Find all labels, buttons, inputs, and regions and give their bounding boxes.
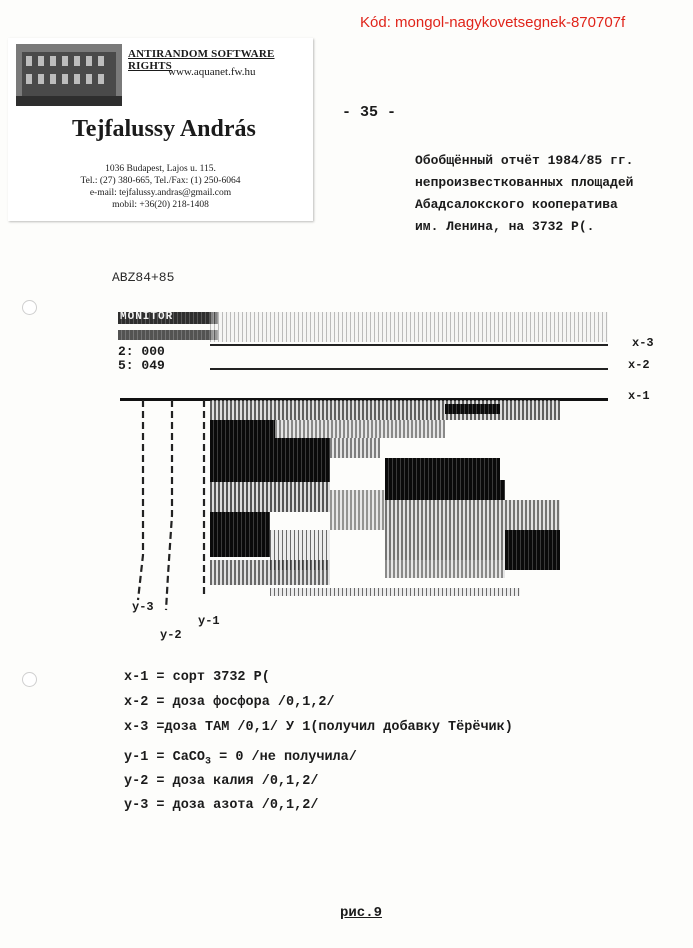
business-card — [8, 38, 313, 221]
building-photo — [16, 44, 122, 106]
plot-block — [210, 400, 560, 420]
card-mobile: mobil: +36(20) 218-1408 — [112, 200, 209, 210]
report-title-line: Абадсалокского кооператива — [415, 197, 618, 212]
card-website: www.aquanet.fw.hu — [168, 66, 256, 78]
x1-axis-label: x-1 — [628, 389, 650, 403]
y2-dashed-line — [166, 400, 172, 610]
y3-axis-label: y-3 — [132, 600, 154, 614]
readout-row-2: 5: 049 — [118, 358, 165, 373]
figure-header-code: ABZ84+85 — [112, 270, 175, 285]
plot-block — [385, 480, 505, 500]
top-shaded-band-fill — [210, 312, 608, 342]
y-axis-dashed-lines — [120, 395, 220, 625]
plot-block — [385, 458, 500, 480]
card-email: e-mail: tejfalussy.andras@gmail.com — [89, 188, 232, 198]
card-person-name: Tejfalussy András — [72, 116, 256, 142]
legend-y2: y-2 = доза калия /0,1,2/ — [124, 774, 319, 789]
figure-caption: рис.9 — [340, 905, 383, 921]
plot-block — [210, 560, 330, 585]
x3-axis-line — [210, 344, 608, 346]
card-address: 1036 Budapest, Lajos u. 115. — [105, 164, 216, 174]
plot-block — [210, 438, 330, 458]
legend-x2: x-2 = доза фосфора /0,1,2/ — [124, 695, 335, 710]
plot-block — [270, 588, 520, 596]
plot-block — [505, 530, 560, 570]
card-phone: Tel.: (27) 380-665, Tel./Fax: (1) 250-6064 — [80, 176, 241, 186]
document-code-tag: Kód: mongol-nagykovetsegnek-870707f — [360, 14, 626, 31]
legend-x1: x-1 = сорт 3732 Р( — [124, 670, 270, 685]
report-title-line: Обобщённый отчёт 1984/85 гг. — [415, 153, 634, 168]
legend-y3: y-3 = доза азота /0,1,2/ — [124, 798, 319, 813]
legend-y1 — [124, 750, 357, 768]
card-company-name: ANTIRANDOM SOFTWARE RIGHTS — [128, 48, 275, 72]
report-title-line: непроизвесткованных площадей — [415, 175, 634, 190]
readout-row-1: 2: 000 — [118, 344, 165, 359]
report-title — [415, 150, 633, 238]
y1-axis-label: y-1 — [198, 614, 220, 628]
plot-block — [210, 458, 330, 482]
y2-axis-label: y-2 — [160, 628, 182, 642]
y3-dashed-line — [138, 400, 143, 600]
plot-block — [275, 420, 445, 438]
plot-block — [330, 490, 385, 530]
page-number: - 35 - — [342, 104, 397, 121]
plot-block — [330, 438, 380, 458]
plot-block — [445, 404, 500, 414]
plot-block — [385, 560, 505, 578]
monitor-readout-label: MONITOR — [120, 311, 174, 323]
x2-axis-line — [210, 368, 608, 370]
legend-x3: x-3 =доза ТАМ /0,1/ У 1(получил добавку Тёрёчик) — [124, 720, 513, 735]
legend-y1-subscript: 3 — [205, 756, 212, 768]
x3-axis-label: x-3 — [632, 336, 654, 350]
monitor-readout-bar — [118, 312, 218, 324]
building-photo-graphic — [16, 44, 122, 106]
punch-hole-bottom — [22, 672, 37, 687]
legend-y1-suffix: = 0 /не получила/ — [211, 750, 357, 765]
legend-y1-prefix: y-1 = CaCO — [124, 750, 206, 765]
plot-grid — [210, 400, 610, 600]
top-shaded-band — [210, 312, 608, 342]
plot-block — [210, 512, 270, 557]
monitor-readout-strip — [118, 330, 218, 340]
plot-block — [210, 420, 275, 438]
plot-block — [210, 482, 330, 512]
punch-hole-top — [22, 300, 37, 315]
x2-axis-label: x-2 — [628, 358, 650, 372]
report-title-line: им. Ленина, на 3732 Р(. — [415, 219, 595, 234]
